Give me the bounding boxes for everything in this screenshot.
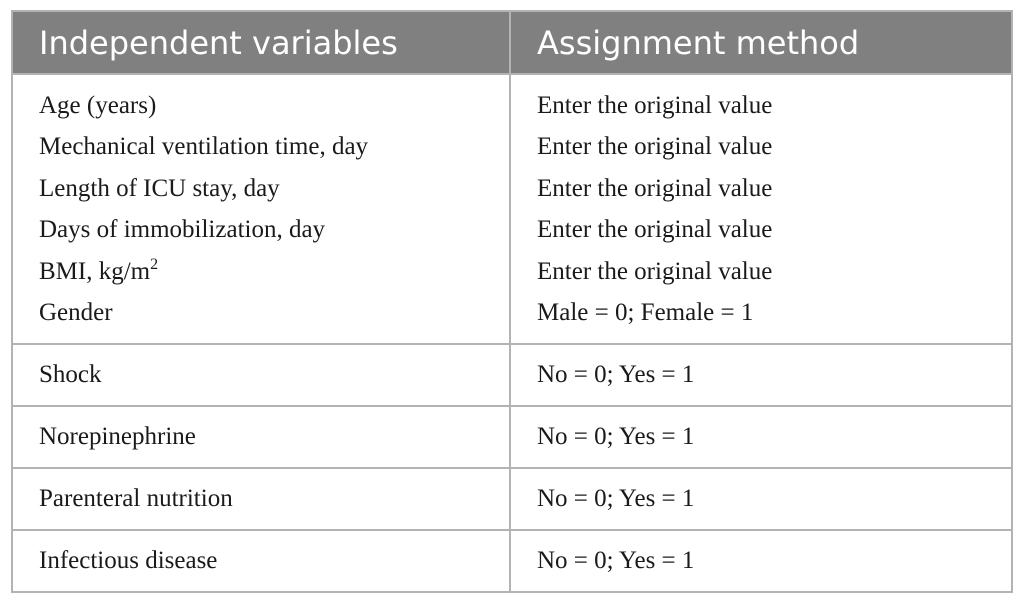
variable-label: Days of immobilization, day [39,216,326,243]
method-label: Male = 0; Female = 1 [537,299,754,326]
variables-cell [12,74,510,344]
variable-label-bmi [39,251,509,293]
method-label: Enter the original value [537,91,773,119]
variable-label: Mechanical ventilation time, day [39,133,369,160]
table-row-continuous-group [12,74,1012,344]
method-cell: No = 0; Yes = 1 [510,530,1012,592]
header-independent-variables: Independent variables [12,11,510,74]
method-cell: No = 0; Yes = 1 [510,468,1012,530]
header-assignment-method: Assignment method [510,11,1012,74]
method-label: Enter the original value [537,216,773,243]
table-row [12,530,1012,592]
variable-cell: Parenteral nutrition [12,468,510,530]
variable-label: Gender [39,299,113,326]
assignment-table [11,10,1013,593]
method-cell: No = 0; Yes = 1 [510,344,1012,406]
method-label: Enter the original value [537,257,773,285]
bmi-label: BMI, kg/m [39,257,151,285]
method-cell: No = 0; Yes = 1 [510,406,1012,468]
method-label: Enter the original value [537,174,773,202]
method-label: Enter the original value [537,133,773,160]
variable-cell: Shock [12,344,510,406]
methods-cell [510,74,1012,344]
variable-label: Age (years) [39,91,157,119]
variable-cell: Norepinephrine [12,406,510,468]
table-row [12,406,1012,468]
table-row [12,344,1012,406]
bmi-superscript: 2 [150,255,159,273]
table-row [12,468,1012,530]
header-row [12,11,1012,74]
variable-cell: Infectious disease [12,530,510,592]
variable-label: Length of ICU stay, day [39,174,280,202]
